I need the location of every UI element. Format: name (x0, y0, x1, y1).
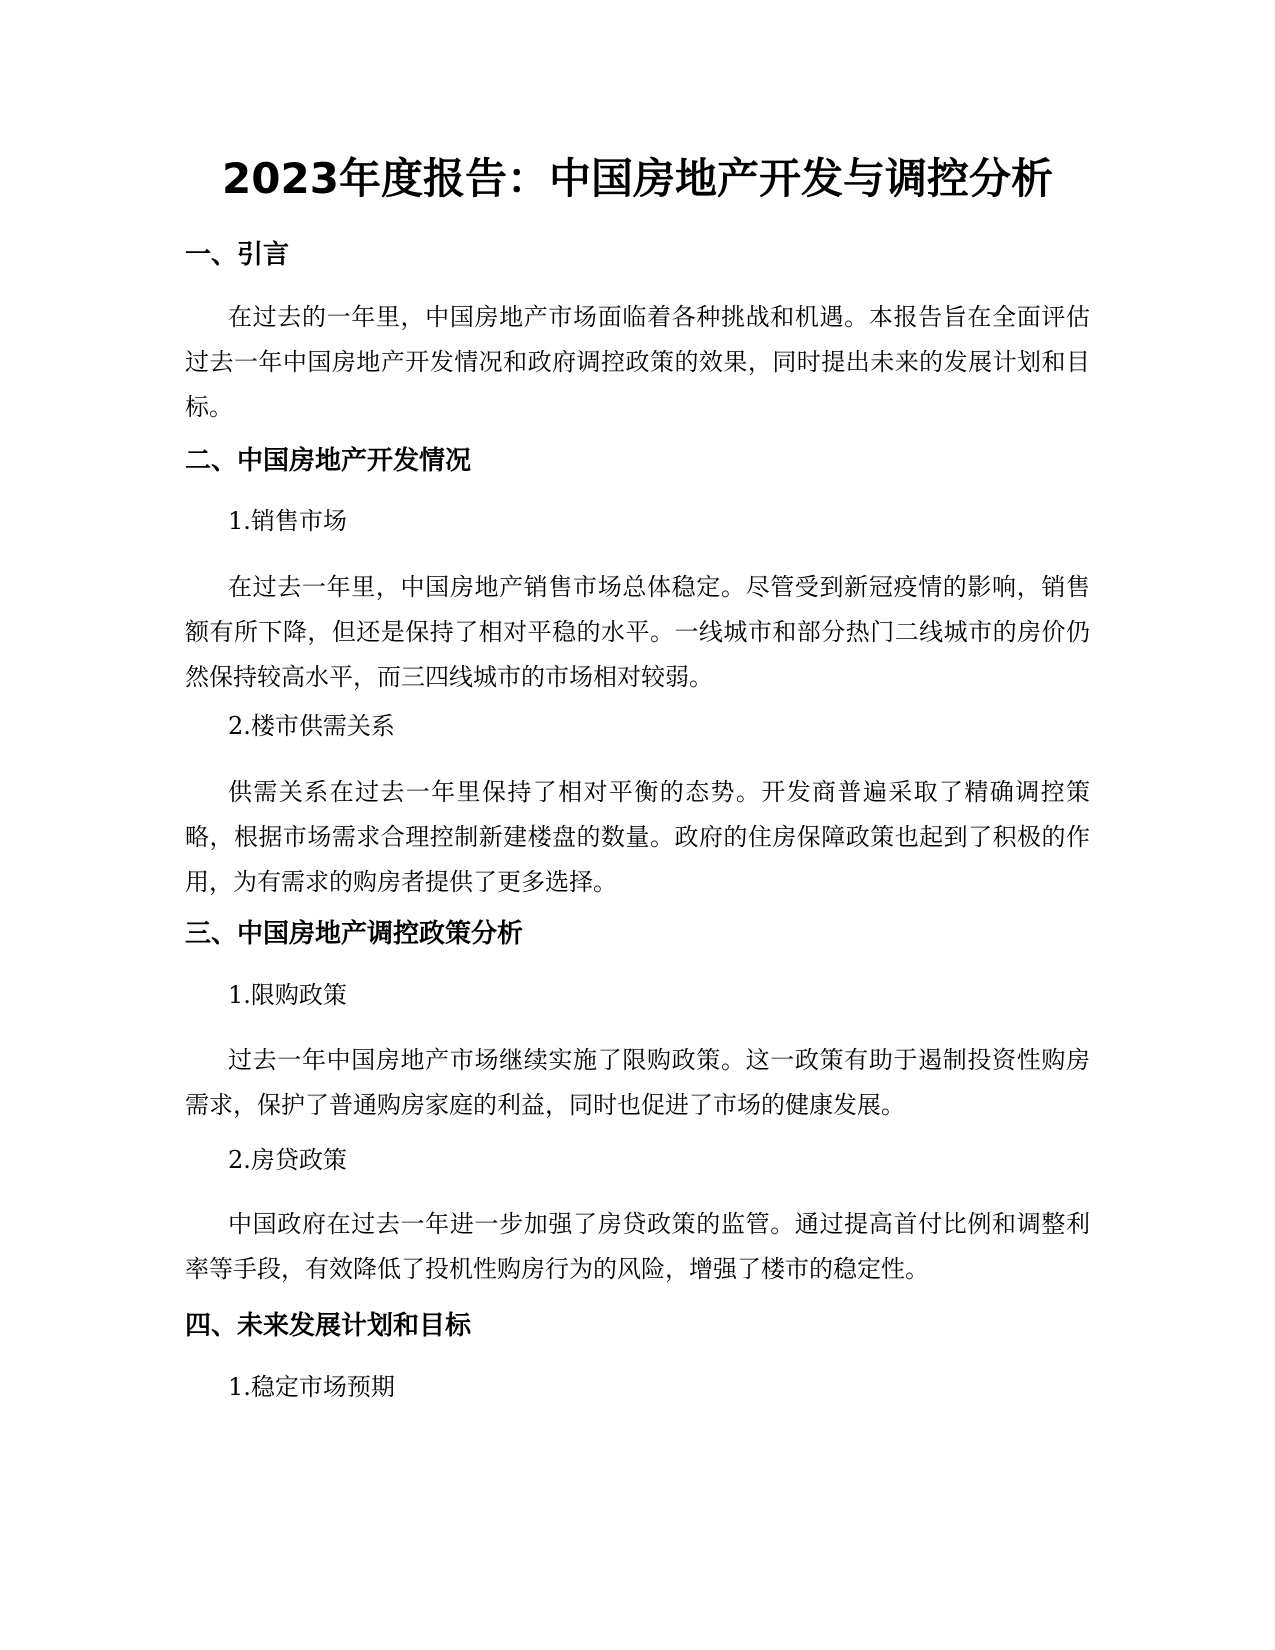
mortgage-policy-paragraph: 中国政府在过去一年进一步加强了房贷政策的监管。通过提高首付比例和调整利率等手段，有效降低了投机性购房行为的风险，增强了楼市的稳定性。 (185, 1210, 1090, 1283)
section-heading-policy: 三、中国房地产调控政策分析 (185, 919, 524, 949)
section-heading-introduction: 一、引言 (185, 240, 290, 270)
purchase-restriction-paragraph: 过去一年中国房地产市场继续实施了限购政策。这一政策有助于遏制投资性购房需求，保护了普通购房家庭的利益，同时也促进了市场的健康发展。 (185, 1046, 1090, 1119)
document-title: 2023年度报告：中国房地产开发与调控分析 (222, 154, 1053, 203)
sales-market-paragraph: 在过去一年里，中国房地产销售市场总体稳定。尽管受到新冠疫情的影响，销售额有所下降，但还是保持了相对平稳的水平。一线城市和部分热门二线城市的房价仍然保持较高水平，而三四线城市的市场相对较弱。 (185, 573, 1090, 691)
subheading-stable-expectations: 1.稳定市场预期 (228, 1373, 395, 1401)
section-heading-development: 二、中国房地产开发情况 (185, 446, 472, 476)
subheading-purchase-restriction: 1.限购政策 (228, 981, 347, 1009)
subheading-supply-demand: 2.楼市供需关系 (228, 712, 395, 740)
subheading-sales-market: 1.销售市场 (228, 507, 347, 535)
introduction-paragraph: 在过去的一年里，中国房地产市场面临着各种挑战和机遇。本报告旨在全面评估过去一年中国房地产开发情况和政府调控政策的效果，同时提出未来的发展计划和目标。 (185, 303, 1090, 421)
supply-demand-paragraph: 供需关系在过去一年里保持了相对平衡的态势。开发商普遍采取了精确调控策略，根据市场需求合理控制新建楼盘的数量。政府的住房保障政策也起到了积极的作用，为有需求的购房者提供了更多选择。 (185, 778, 1090, 896)
subheading-mortgage-policy: 2.房贷政策 (228, 1146, 347, 1174)
section-heading-future: 四、未来发展计划和目标 (185, 1311, 472, 1341)
